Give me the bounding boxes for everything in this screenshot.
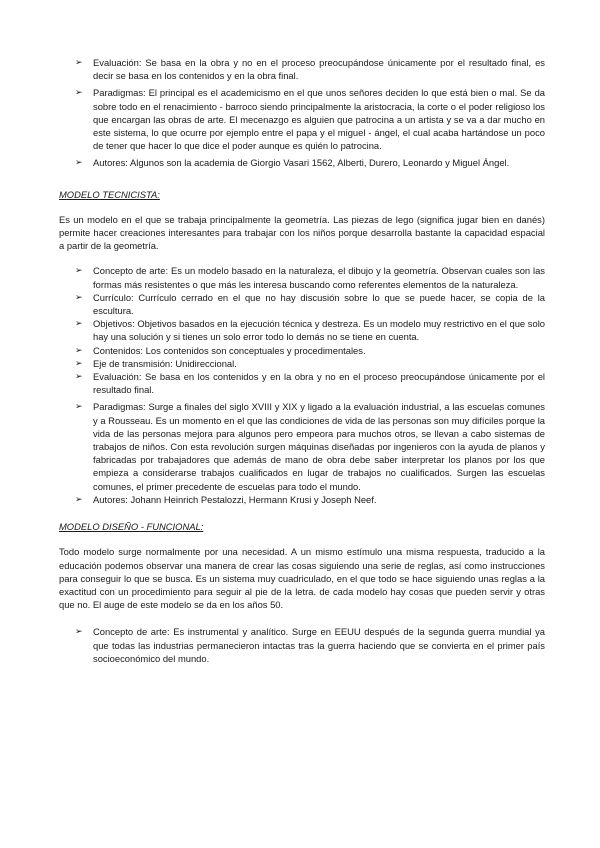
arrow-bullet-icon: ➢ (75, 357, 83, 368)
diseno-bullet-list (59, 625, 545, 665)
section-title-diseno: MODELO DISEÑO - FUNCIONAL: (59, 521, 204, 533)
arrow-bullet-icon: ➢ (75, 626, 83, 637)
arrow-bullet-icon: ➢ (75, 57, 83, 67)
arrow-bullet-icon: ➢ (75, 318, 83, 329)
arrow-bullet-icon: ➢ (75, 371, 83, 382)
paragraph-diseno: Todo modelo surge normalmente por una necesidad. A un mismo estímulo una misma respuesta, traducido a la educación podemos observar una manera de crear las cosas siguiendo una serie de reglas, así como instrucciones para conseguir lo que se busca. Es un sistema muy cuadriculado, en el que todo se hace siguiendo unas reglas a la exactitud con un procedimiento para seguir al pie de la letra. de cada modelo hay cosas que pueden servir y otras que no. El auge de este modelo se da en los años 50. (59, 546, 545, 611)
list-item: ➢ Evaluación: Se basa en la obra y no en el proceso preocupándose únicamente por el resultado final, es decir se basa en los contenidos y en la obra final. (75, 57, 545, 82)
list-item: ➢ Concepto de arte: Es instrumental y analítico. Surge en EEUU después de la segunda guerra mundial ya que todas las industrias permanecieron intactas tras la guerra haciendo que se convierta en el primer país socioeconómico del mundo. (75, 626, 545, 664)
arrow-bullet-icon: ➢ (75, 265, 83, 276)
intro-bullet-list (59, 56, 545, 170)
list-item: ➢ Contenidos: Los contenidos son conceptuales y procedimentales. (75, 344, 366, 356)
list-item: ➢ Paradigmas: El principal es el academicismo en el que unos señores deciden lo que está bien o mal. Se da sobre todo en el renacimiento - barroco siendo principalmente la aristocracia, la corte o el poder religioso los que encargan las obras de arte. El mecenazgo es alguien que patrocina a un artista y se va a dar mucho en este sistema, lo que ocurre por ejemplo entre el papa y el miguel - ángel, el cual acaba hartándose un poco de tener que hacer lo que dice el poder aunque es quién lo patrocina. (75, 87, 545, 152)
list-item: ➢ Currículo: Currículo cerrado en el que no hay discusión sobre lo que se puede hacer, se copia de la escultura. (75, 291, 545, 317)
list-item: ➢ Autores: Algunos son la academia de Giorgio Vasari 1562, Alberti, Durero, Leonardo y Miguel Ángel. (75, 157, 510, 169)
arrow-bullet-icon: ➢ (75, 157, 83, 168)
arrow-bullet-icon: ➢ (75, 87, 83, 98)
tecnicista-bullet-list (59, 264, 545, 506)
section-title-tecnicista: MODELO TECNICISTA: (59, 188, 160, 200)
list-item: ➢ Paradigmas: Surge a finales del siglo XVIII y XIX y ligado a la evaluación industrial, a las escuelas comunes y a Rousseau. Es un momento en el que las condiciones de vida de las personas son muy difíciles porque la vida de las personas mejora para algunos pero empeora para muchos otros, se llevan a cabo sistemas de trabajos de niños. Con esta revolución surgen máquinas diseñadas por ingenieros con la ayuda de planos y fabricadas por trabajadores que además de mano de obra debe saber interpretar los planos por los que empieza a considerarse trabajos cualificados en lugar de trabajos no cualificados. Surgen las escuelas comunes, el primer precedente de escuelas para todo el mundo. (75, 401, 545, 492)
list-item: ➢ Concepto de arte: Es un modelo basado en la naturaleza, el dibujo y la geometría. Observan cuales son las formas más resistentes o que más les interesa buscando como referentes elementos de la naturaleza. (75, 265, 545, 290)
arrow-bullet-icon: ➢ (75, 401, 83, 412)
list-item: ➢ Eje de transmisión: Unidireccional. (75, 357, 237, 369)
list-item: ➢ Autores: Johann Heinrich Pestalozzi, Hermann Krusi y Joseph Neef. (75, 493, 377, 505)
list-item: ➢ Evaluación: Se basa en los contenidos y en la obra y no en el proceso preocupándose únicamente por el resultado final. (75, 371, 545, 396)
document-body (59, 56, 545, 665)
arrow-bullet-icon: ➢ (75, 493, 83, 504)
arrow-bullet-icon: ➢ (75, 344, 83, 355)
arrow-bullet-icon: ➢ (75, 291, 83, 302)
paragraph-tecnicista: Es un modelo en el que se trabaja principalmente la geometría. Las piezas de lego (significa jugar bien en danés) permite hacer creaciones interesantes para trabajar con los niños porque desarrolla bastante la capacidad espacial a partir de la geometría. (59, 213, 545, 252)
list-item: ➢ Objetivos: Objetivos basados en la ejecución técnica y destreza. Es un modelo muy restrictivo en el que solo hay una solución y si tienes un solo error todo lo demás no se tiene en cuenta. (75, 318, 545, 343)
